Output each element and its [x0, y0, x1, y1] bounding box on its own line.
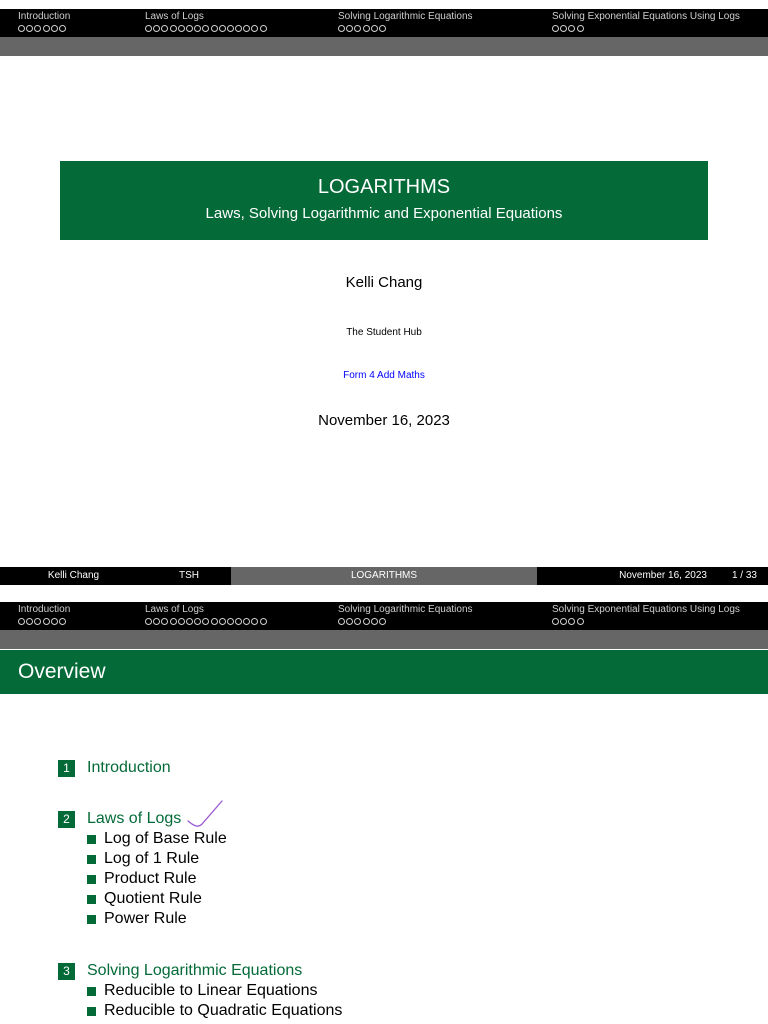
handwritten-checkmark-icon: [130, 799, 225, 829]
footer-author: Kelli Chang: [0, 567, 147, 585]
frame-dot[interactable]: [243, 618, 250, 625]
frame-dot[interactable]: [379, 25, 386, 32]
nav-section-introduction[interactable]: [18, 604, 70, 625]
checkmark-stroke: [188, 801, 222, 826]
frame-dot[interactable]: [577, 618, 584, 625]
nav-section-label[interactable]: Introduction: [18, 11, 71, 22]
toc-subsection[interactable]: [87, 889, 342, 909]
presentation-title: LOGARITHMS: [317, 176, 451, 198]
frame-dot[interactable]: [560, 25, 567, 32]
toc-section-introduction[interactable]: [58, 758, 342, 778]
frame-dot[interactable]: [51, 25, 58, 32]
frame-dot[interactable]: [153, 25, 160, 32]
title-block: [60, 161, 708, 240]
square-bullet-icon: [87, 875, 96, 884]
frame-dot[interactable]: [170, 25, 177, 32]
section-number: 1: [58, 760, 75, 777]
subsection-link[interactable]: Reducible to Quadratic Equations: [104, 1002, 343, 1019]
frame-dot[interactable]: [577, 25, 584, 32]
frame-dot[interactable]: [552, 618, 559, 625]
section-number: 3: [58, 963, 75, 980]
nav-frame-dots: [552, 618, 740, 625]
subsection-bar: [0, 37, 768, 56]
frame-dot[interactable]: [34, 618, 41, 625]
frame-dot[interactable]: [186, 25, 193, 32]
frame-dot[interactable]: [354, 25, 361, 32]
frame-dot[interactable]: [43, 25, 50, 32]
frame-dot[interactable]: [260, 618, 267, 625]
frame-dot[interactable]: [243, 25, 250, 32]
nav-section-solving-log-equations[interactable]: [338, 604, 473, 625]
nav-section-laws-of-logs[interactable]: [145, 11, 267, 32]
frame-dot[interactable]: [194, 25, 201, 32]
footer-date: November 16, 2023: [619, 570, 707, 581]
frame-dot[interactable]: [371, 25, 378, 32]
toc-subsection[interactable]: [87, 869, 342, 889]
frame-dot[interactable]: [338, 618, 345, 625]
subsection-link[interactable]: Log of Base Rule: [104, 830, 227, 847]
square-bullet-icon: [87, 915, 96, 924]
frame-dot[interactable]: [251, 25, 258, 32]
frame-dot[interactable]: [18, 25, 25, 32]
nav-section-label[interactable]: Laws of Logs: [145, 11, 204, 22]
frame-dot[interactable]: [219, 25, 226, 32]
frame-dot[interactable]: [227, 618, 234, 625]
frame-dot[interactable]: [354, 618, 361, 625]
frame-dot[interactable]: [145, 25, 152, 32]
nav-frame-dots: [338, 25, 473, 32]
frame-dot[interactable]: [219, 618, 226, 625]
footer-title: LOGARITHMS: [231, 567, 537, 585]
frame-dot[interactable]: [202, 618, 209, 625]
frame-dot[interactable]: [552, 25, 559, 32]
subsection-link[interactable]: Log of 1 Rule: [104, 850, 200, 867]
frame-dot[interactable]: [235, 25, 242, 32]
square-bullet-icon: [87, 987, 96, 996]
frame-dot[interactable]: [153, 618, 160, 625]
nav-frame-dots: [338, 618, 473, 625]
square-bullet-icon: [87, 855, 96, 864]
frame-dot[interactable]: [363, 618, 370, 625]
square-bullet-icon: [87, 895, 96, 904]
frame-dot[interactable]: [568, 618, 575, 625]
section-link[interactable]: Solving Logarithmic Equations: [87, 962, 303, 979]
frame-dot[interactable]: [178, 25, 185, 32]
table-of-contents: [58, 758, 342, 1021]
subsection-link[interactable]: Reducible to Linear Equations: [104, 982, 318, 999]
frame-dot[interactable]: [227, 25, 234, 32]
section-number: 2: [58, 811, 75, 828]
toc-subsection[interactable]: [87, 829, 342, 849]
frame-dot[interactable]: [260, 25, 267, 32]
nav-frame-dots: [552, 25, 740, 32]
slide-footer: [0, 567, 768, 585]
author-name: Kelli Chang: [345, 274, 423, 291]
frame-dot[interactable]: [251, 618, 258, 625]
nav-section-laws-of-logs[interactable]: [145, 604, 267, 625]
frame-dot[interactable]: [59, 25, 66, 32]
frame-dot[interactable]: [346, 25, 353, 32]
toc-subsection[interactable]: [87, 849, 342, 869]
square-bullet-icon: [87, 835, 96, 844]
toc-section-solving-log-equations[interactable]: [58, 961, 342, 981]
subsection-link[interactable]: Product Rule: [104, 870, 197, 887]
nav-section-label[interactable]: Solving Logarithmic Equations: [338, 604, 473, 615]
nav-section-introduction[interactable]: [18, 11, 70, 32]
nav-section-label[interactable]: Solving Exponential Equations Using Logs: [552, 604, 740, 615]
frame-dot[interactable]: [51, 618, 58, 625]
frame-dot[interactable]: [202, 25, 209, 32]
frame-title: Overview: [0, 650, 768, 694]
nav-section-solving-exp-equations[interactable]: [552, 11, 740, 32]
frame-dot[interactable]: [560, 618, 567, 625]
frame-dot[interactable]: [346, 618, 353, 625]
frame-dot[interactable]: [59, 618, 66, 625]
frame-dot[interactable]: [43, 618, 50, 625]
footer-page-number: 1 / 33: [731, 570, 757, 581]
section-link[interactable]: Laws of Logs: [87, 810, 182, 827]
footer-date-page: [537, 567, 768, 585]
toc-subsections: [87, 981, 342, 1021]
section-link[interactable]: Introduction: [87, 759, 171, 776]
nav-section-solving-exp-equations[interactable]: [552, 604, 740, 625]
frame-dot[interactable]: [235, 618, 242, 625]
nav-section-label[interactable]: Laws of Logs: [145, 604, 204, 615]
frame-dot[interactable]: [26, 618, 33, 625]
frame-dot[interactable]: [211, 25, 218, 32]
frame-dot[interactable]: [186, 618, 193, 625]
toc-subsection[interactable]: [87, 1001, 342, 1021]
footer-institute: TSH: [147, 567, 231, 585]
frame-dot[interactable]: [194, 618, 201, 625]
course-link[interactable]: Form 4 Add Maths: [343, 370, 425, 381]
presentation-date: November 16, 2023: [318, 412, 450, 429]
frame-dot[interactable]: [178, 618, 185, 625]
nav-section-solving-log-equations[interactable]: [338, 11, 473, 32]
nav-section-label[interactable]: Solving Logarithmic Equations: [338, 11, 473, 22]
frame-dot[interactable]: [338, 25, 345, 32]
frame-dot[interactable]: [170, 618, 177, 625]
overview-slide: [0, 602, 768, 1024]
frame-dot[interactable]: [18, 618, 25, 625]
section-navigation: [0, 9, 768, 37]
nav-frame-dots: [18, 618, 70, 625]
nav-frame-dots: [145, 25, 267, 32]
nav-frame-dots: [145, 618, 267, 625]
nav-section-label[interactable]: Solving Exponential Equations Using Logs: [552, 11, 740, 22]
frame-dot[interactable]: [371, 618, 378, 625]
frame-dot[interactable]: [161, 25, 168, 32]
institute-name: The Student Hub: [346, 327, 422, 338]
square-bullet-icon: [87, 1007, 96, 1016]
frame-dot[interactable]: [34, 25, 41, 32]
subsection-link[interactable]: Power Rule: [104, 910, 187, 927]
frame-dot[interactable]: [363, 25, 370, 32]
frame-dot[interactable]: [211, 618, 218, 625]
subsection-link[interactable]: Quotient Rule: [104, 890, 202, 907]
toc-subsection[interactable]: [87, 981, 342, 1001]
frame-dot[interactable]: [161, 618, 168, 625]
frame-dot[interactable]: [145, 618, 152, 625]
toc-subsections: [87, 829, 342, 929]
frame-dot[interactable]: [26, 25, 33, 32]
subsection-bar: [0, 630, 768, 649]
nav-frame-dots: [18, 25, 70, 32]
frame-dot[interactable]: [379, 618, 386, 625]
toc-subsection[interactable]: [87, 909, 342, 929]
section-navigation: [0, 602, 768, 630]
frame-dot[interactable]: [568, 25, 575, 32]
presentation-subtitle: Laws, Solving Logarithmic and Exponential Equations: [205, 205, 563, 222]
nav-section-label[interactable]: Introduction: [18, 604, 71, 615]
